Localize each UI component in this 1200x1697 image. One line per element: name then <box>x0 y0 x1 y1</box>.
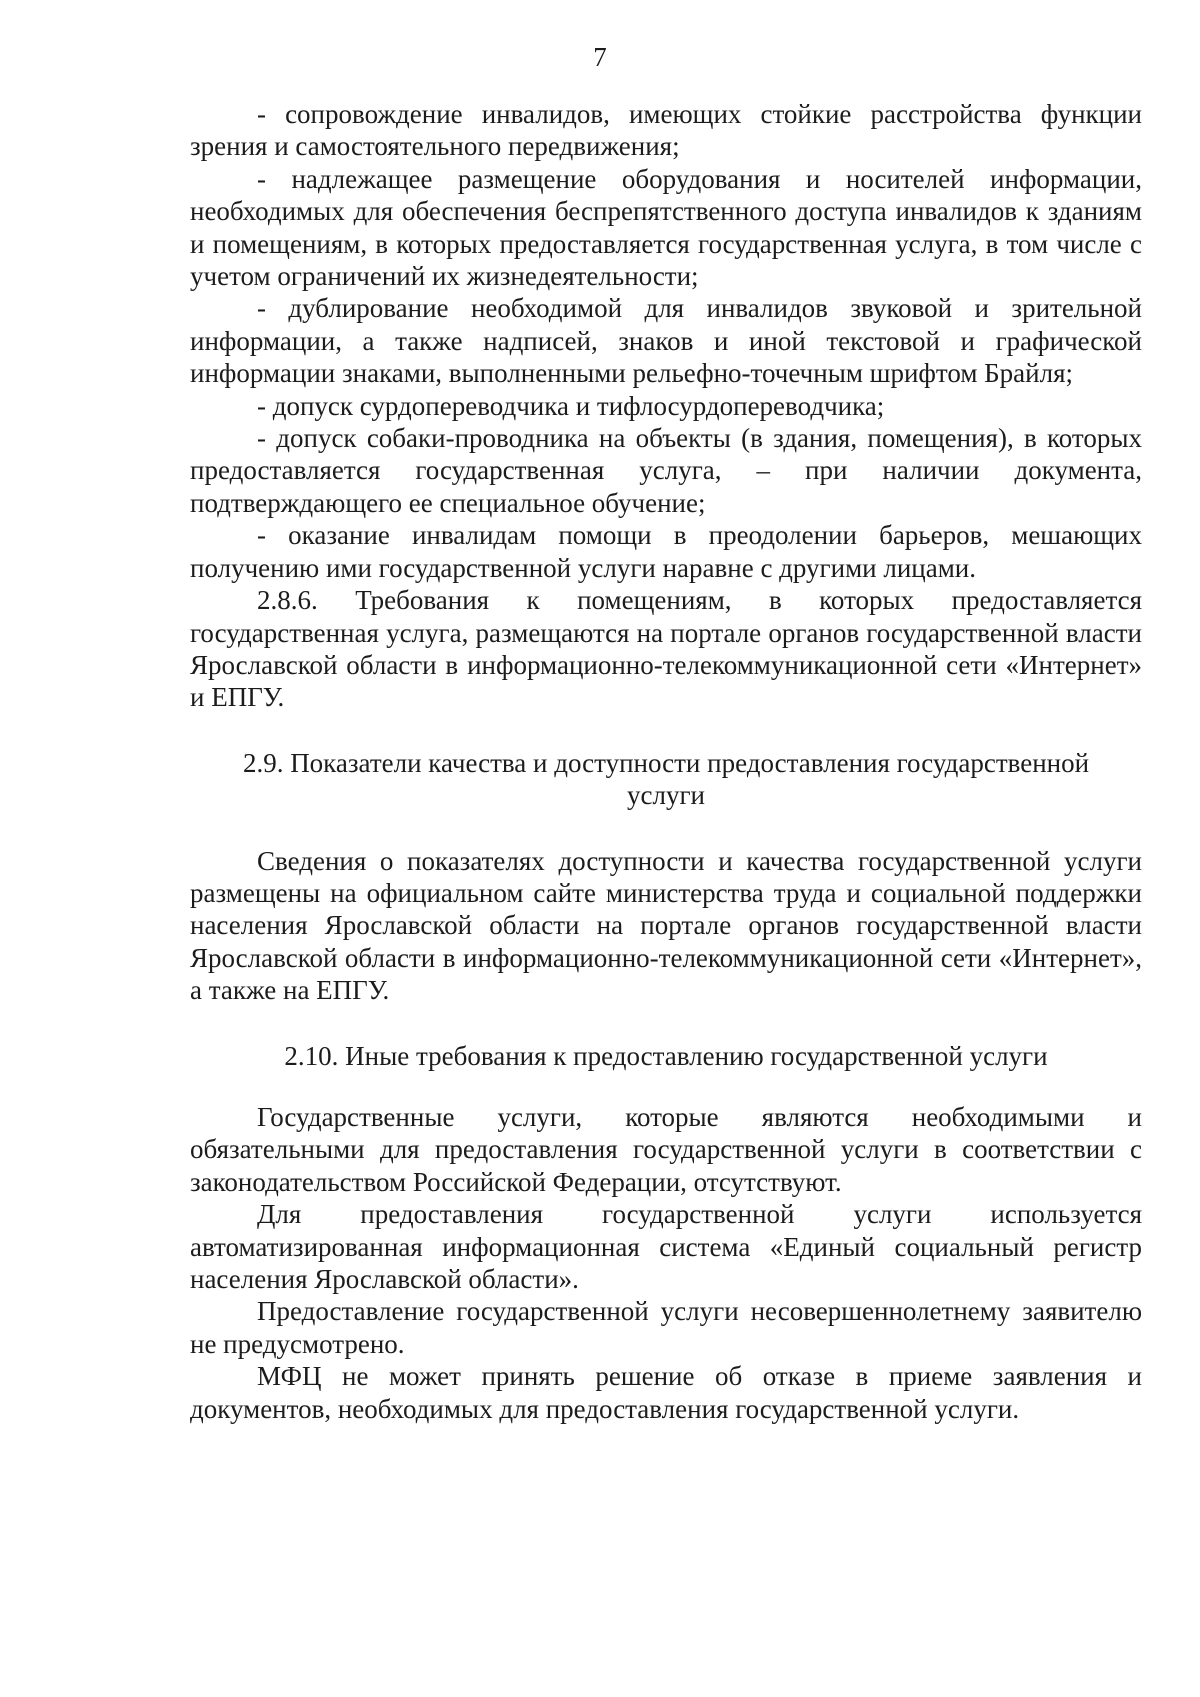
paragraph: - допуск собаки-проводника на объекты (в здания, помещения), в которых предоставляется государственная услуга, – при наличии документа, подтверждающего ее специальное обучение; <box>190 423 1142 518</box>
paragraph: - дублирование необходимой для инвалидов звуковой и зрительной информации, а также надписей, знаков и иной текстовой и графической информации знаками, выполненными рельефно-точечным шрифтом Брайля; <box>190 293 1142 389</box>
paragraph: 2.8.6. Требования к помещениям, в которых предоставляется государственная услуга, размещаются на портале органов государственной власти Ярославской области в информационно-телекоммуникационной сети «Интернет» и ЕПГУ. <box>190 585 1142 713</box>
paragraph: Государственные услуги, которые являются необходимыми и обязательными для предоставления государственной услуги в соответствии с законодательством Российской Федерации, отсутствуют. <box>190 1101 1142 1197</box>
section-heading-2-9 <box>190 747 1142 812</box>
paragraph: - допуск сурдопереводчика и тифлосурдопереводчика; <box>257 390 885 421</box>
paragraph: Для предоставления государственной услуги используется автоматизированная информационная система «Единый социальный регистр населения Ярославской области». <box>190 1199 1142 1294</box>
page-number: 7 <box>593 42 607 72</box>
heading-line: 2.9. Показатели качества и доступности предоставления государственной <box>242 747 1090 778</box>
paragraph: Сведения о показателях доступности и качества государственной услуги размещены на официальном сайте министерства труда и социальной поддержки населения Ярославской области на портале органов государственной власти Ярославской области в информационно-телекоммуникационной сети «Интернет», а также на ЕПГУ. <box>190 845 1142 1006</box>
heading-line: услуги <box>627 780 705 811</box>
section-heading-2-10: 2.10. Иные требования к предоставлению государственной услуги <box>284 1040 1048 1071</box>
paragraph: Предоставление государственной услуги несовершеннолетнему заявителю не предусмотрено. <box>190 1296 1142 1359</box>
paragraph: - оказание инвалидам помощи в преодолении барьеров, мешающих получению ими государственной услуги наравне с другими лицами. <box>190 520 1142 583</box>
paragraph: - сопровождение инвалидов, имеющих стойкие расстройства функции зрения и самостоятельного передвижения; <box>190 99 1142 162</box>
paragraph: МФЦ не может принять решение об отказе в приеме заявления и документов, необходимых для предоставления государственной услуги. <box>190 1361 1142 1424</box>
document-body <box>190 98 1142 1425</box>
paragraph: - надлежащее размещение оборудования и носителей информации, необходимых для обеспечения беспрепятственного доступа инвалидов к зданиям и помещениям, в которых предоставляется государственная услуга, в том числе с учетом ограничений их жизнедеятельности; <box>190 163 1142 292</box>
